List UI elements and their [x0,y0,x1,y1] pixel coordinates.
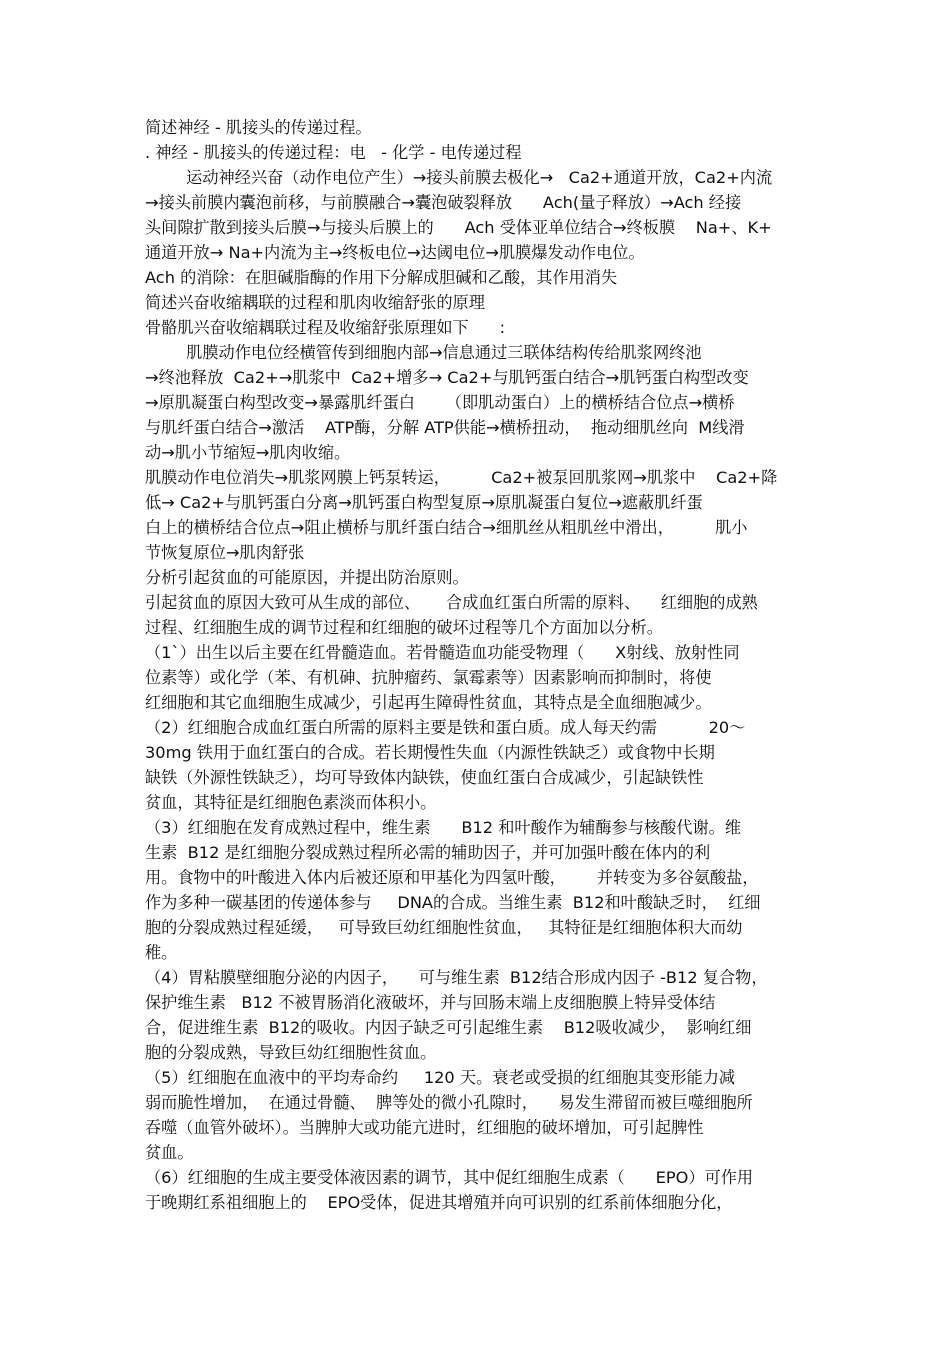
text-line-44: 于晚期红系祖细胞上的 EPO受体，促进其增殖并向可识别的红系前体细胞分化， [145,1193,733,1212]
text-line-8: 简述兴奋收缩耦联的过程和肌肉收缩舒张的原理 [145,293,485,312]
text-line-29: （3）红细胞在发育成熟过程中，维生素 B12 和叶酸作为辅酶参与核酸代谢。维 [145,818,742,837]
text-line-10: 肌膜动作电位经横管传到细胞内部→信息通过三联体结构传给肌浆网终池 [145,343,702,362]
text-line-22: （1`）出生以后主要在红骨髓造血。若骨髓造血功能受物理（ X射线、放射性同 [145,643,740,662]
text-line-31: 用。食物中的叶酸进入体内后被还原和甲基化为四氢叶酸， 并转变为多谷氨酸盐， [145,868,759,887]
text-line-1: 简述神经 - 肌接头的传递过程。 [145,118,372,137]
text-line-5: 头间隙扩散到接头后膜→与接头后膜上的 Ach 受体亚单位结合→终板膜 Na+、K+ [145,218,772,237]
text-line-23: 位素等）或化学（苯、有机砷、抗肿瘤药、氯霉素等）因素影响而抑制时，将使 [145,668,712,687]
text-line-30: 生素 B12 是红细胞分裂成熟过程所必需的辅助因子，并可加强叶酸在体内的利 [145,843,711,862]
text-line-6: 通道开放→ Na+内流为主→终板电位→达阈电位→肌膜爆发动作电位。 [145,243,645,262]
text-line-18: 节恢复原位→肌肉舒张 [145,543,305,562]
text-line-34: 稚。 [145,943,178,962]
text-line-11: →终池释放 Ca2+→肌浆中 Ca2+增多→ Ca2+与肌钙蛋白结合→肌钙蛋白构型改变 [145,368,749,387]
text-line-24: 红细胞和其它血细胞生成减少，引起再生障碍性贫血，其特点是全血细胞减少。 [145,693,712,712]
text-line-4: →接头前膜内囊泡前移，与前膜融合→囊泡破裂释放 Ach(量子释放）→Ach 经接 [145,193,742,212]
text-line-16: 低→ Ca2+与肌钙蛋白分离→肌钙蛋白构型复原→原肌凝蛋白复位→遮蔽肌纤蛋 [145,493,703,512]
text-line-40: 弱而脆性增加， 在通过骨髓、 脾等处的微小孔隙时， 易发生滞留而被巨噬细胞所 [145,1093,753,1112]
text-line-32: 作为多种一碳基团的传递体参与 DNA的合成。当维生素 B12和叶酸缺乏时， 红细 [145,893,761,912]
text-line-7: Ach 的消除：在胆碱脂酶的作用下分解成胆碱和乙酸，其作用消失 [145,268,618,287]
text-line-37: 合，促进维生素 B12的吸收。内因子缺乏可引起维生素 B12吸收减少， 影响红细 [145,1018,752,1037]
text-line-42: 贫血。 [145,1143,194,1162]
text-line-17: 白上的横桥结合位点→阻止横桥与肌纤蛋白结合→细肌丝从粗肌丝中滑出， 肌小 [145,518,748,537]
text-line-33: 胞的分裂成熟过程延缓， 可导致巨幼红细胞性贫血， 其特征是红细胞体积大而幼 [145,918,743,937]
text-line-15: 肌膜动作电位消失→肌浆网膜上钙泵转运， Ca2+被泵回肌浆网→肌浆中 Ca2+降 [145,468,778,487]
text-line-21: 过程、红细胞生成的调节过程和红细胞的破坏过程等几个方面加以分析。 [145,618,663,637]
text-line-3: 运动神经兴奋（动作电位产生）→接头前膜去极化→ Ca2+通道开放，Ca2+内流 [145,168,773,187]
text-line-28: 贫血，其特征是红细胞色素淡而体积小。 [145,793,437,812]
text-line-25: （2）红细胞合成血红蛋白所需的原料主要是铁和蛋白质。成人每天约需 20～ [145,718,746,737]
text-line-2: . 神经 - 肌接头的传递过程：电 - 化学 - 电传递过程 [145,143,522,162]
text-line-38: 胞的分裂成熟，导致巨幼红细胞性贫血。 [145,1043,437,1062]
text-line-35: （4）胃粘膜壁细胞分泌的内因子， 可与维生素 B12结合形成内因子 -B12 复合物， [145,968,768,987]
text-line-43: （6）红细胞的生成主要受体液因素的调节，其中促红细胞生成素（ EPO）可作用 [145,1168,754,1187]
text-line-14: 动→肌小节缩短→肌肉收缩。 [145,443,351,462]
text-line-27: 缺铁（外源性铁缺乏），均可导致体内缺铁，使血红蛋白合成减少，引起缺铁性 [145,768,704,787]
text-line-9: 骨骼肌兴奋收缩耦联过程及收缩舒张原理如下 : [145,318,506,337]
text-line-13: 与肌纤蛋白结合→激活 ATP酶，分解 ATP供能→横桥扭动， 拖动细肌丝向 M线滑 [145,418,745,437]
text-line-20: 引起贫血的原因大致可从生成的部位、 合成血红蛋白所需的原料、 红细胞的成熟 [145,593,758,612]
text-line-12: →原肌凝蛋白构型改变→暴露肌纤蛋白 （即肌动蛋白）上的横桥结合位点→横桥 [145,393,735,412]
text-line-26: 30mg 铁用于血红蛋白的合成。若长期慢性失血（内源性铁缺乏）或食物中长期 [145,743,715,762]
text-line-36: 保护维生素 B12 不被胃肠消化液破坏，并与回肠末端上皮细胞膜上特异受体结 [145,993,716,1012]
text-line-19: 分析引起贫血的可能原因，并提出防治原则。 [145,568,469,587]
text-line-39: （5）红细胞在血液中的平均寿命约 120 天。衰老或受损的红细胞其变形能力减 [145,1068,736,1087]
text-line-41: 吞噬（血管外破坏）。当脾肿大或功能亢进时，红细胞的破坏增加，可引起脾性 [145,1118,704,1137]
